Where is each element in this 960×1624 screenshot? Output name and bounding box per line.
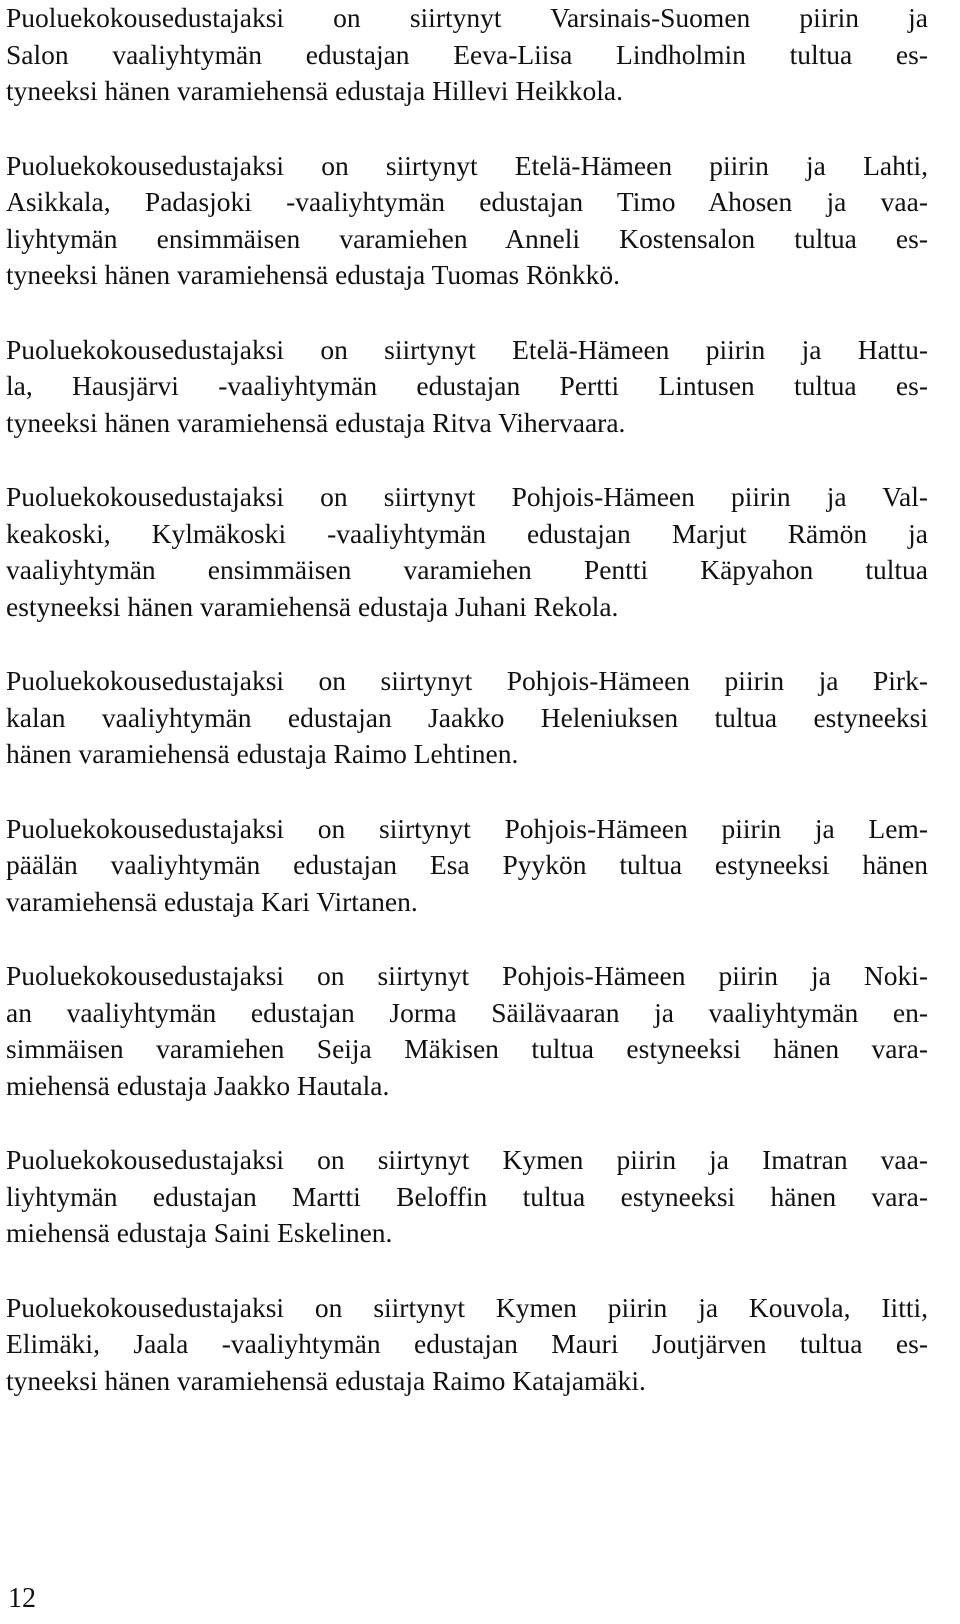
text-line: Puoluekokousedustajaksi on siirtynyt Kymen piirin ja Imatran vaa- [6, 1144, 928, 1175]
text-line: Asikkala, Padasjoki -vaaliyhtymän edustajan Timo Ahosen ja vaa- [6, 186, 928, 217]
text-line: tyneeksi hänen varamiehensä edustaja Hillevi Heikkola. [6, 75, 624, 106]
text-line: Puoluekokousedustajaksi on siirtynyt Pohjois-Hämeen piirin ja Noki- [6, 960, 928, 991]
text-line: tyneeksi hänen varamiehensä edustaja Ritva Vihervaara. [6, 406, 626, 438]
text-line: päälän vaaliyhtymän edustajan Esa Pyykön tultua estyneeksi hänen [6, 849, 928, 880]
text-line: Puoluekokousedustajaksi on siirtynyt Kymen piirin ja Kouvola, Iitti, [6, 1291, 928, 1323]
text-line: Puoluekokousedustajaksi on siirtynyt Etelä-Hämeen piirin ja Hattu- [6, 333, 928, 365]
text-line: varamiehensä edustaja Kari Virtanen. [6, 885, 418, 917]
page-number: 12 [8, 1583, 36, 1614]
text-line: la, Hausjärvi -vaaliyhtymän edustajan Pertti Lintusen tultua es- [6, 370, 928, 401]
document-body [6, 0, 928, 1437]
text-line: miehensä edustaja Saini Eskelinen. [6, 1217, 393, 1248]
text-line: tyneeksi hänen varamiehensä edustaja Tuomas Rönkkö. [6, 259, 621, 290]
text-line: vaaliyhtymän ensimmäisen varamiehen Pentti Käpyahon tultua [6, 554, 928, 585]
text-line: tyneeksi hänen varamiehensä edustaja Raimo Katajamäki. [6, 1364, 646, 1396]
text-line: hänen varamiehensä edustaja Raimo Lehtinen. [6, 738, 519, 769]
paragraph-kymi-imatra [6, 1142, 928, 1252]
text-line: miehensä edustaja Jaakko Hautala. [6, 1069, 390, 1101]
text-line: kalan vaaliyhtymän edustajan Jaakko Heleniuksen tultua estyneeksi [6, 701, 928, 733]
text-line: estyneeksi hänen varamiehensä edustaja Juhani Rekola. [6, 590, 619, 622]
text-line: Puoluekokousedustajaksi on siirtynyt Varsinais-Suomen piirin ja [6, 2, 928, 33]
paragraph-etela-hame-lahti [6, 148, 928, 294]
text-line: Salon vaaliyhtymän edustajan Eeva-Liisa Lindholmin tultua es- [6, 38, 928, 70]
text-line: Puoluekokousedustajaksi on siirtynyt Pohjois-Hämeen piirin ja Pirk- [6, 665, 928, 696]
text-line: Puoluekokousedustajaksi on siirtynyt Pohjois-Hämeen piirin ja Val- [6, 481, 928, 512]
text-line: liyhtymän ensimmäisen varamiehen Anneli Kostensalon tultua es- [6, 222, 928, 254]
paragraph-pohjois-hame-pirkkala [6, 663, 928, 773]
text-line: keakoski, Kylmäkoski -vaaliyhtymän edustajan Marjut Rämön ja [6, 517, 928, 549]
paragraph-kymi-kouvola [6, 1290, 928, 1400]
paragraph-etela-hame-hattula [6, 332, 928, 442]
paragraph-pohjois-hame-valkeakoski [6, 479, 928, 625]
paragraph-varsinais-suomi-salo [6, 0, 928, 110]
text-line: simmäisen varamiehen Seija Mäkisen tultua estyneeksi hänen vara- [6, 1033, 928, 1064]
paragraph-pohjois-hame-lempaala [6, 811, 928, 921]
text-line: liyhtymän edustajan Martti Beloffin tultua estyneeksi hänen vara- [6, 1180, 928, 1212]
text-line: Puoluekokousedustajaksi on siirtynyt Pohjois-Hämeen piirin ja Lem- [6, 812, 928, 844]
text-line: Elimäki, Jaala -vaaliyhtymän edustajan Mauri Joutjärven tultua es- [6, 1328, 928, 1359]
text-line: an vaaliyhtymän edustajan Jorma Säilävaaran ja vaaliyhtymän en- [6, 996, 928, 1028]
text-line: Puoluekokousedustajaksi on siirtynyt Etelä-Hämeen piirin ja Lahti, [6, 149, 928, 181]
paragraph-pohjois-hame-nokia [6, 958, 928, 1104]
